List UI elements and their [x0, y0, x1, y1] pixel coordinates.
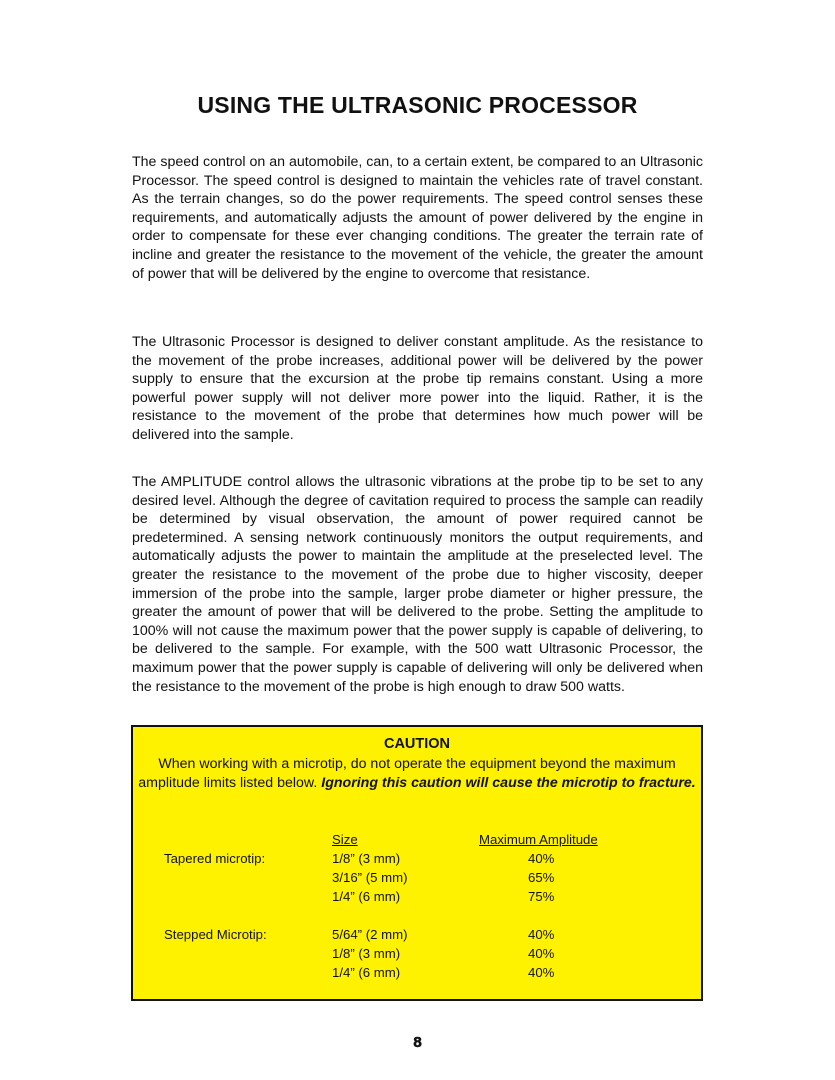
table-cell-amplitude: 40% — [528, 965, 555, 980]
table-cell-amplitude: 40% — [528, 946, 555, 961]
table-cell-size: 1/4” (6 mm) — [332, 965, 401, 980]
paragraph-speed-control: The speed control on an automobile, can, to a certain extent, be compared to an Ultrasonic Processor. The speed control is designed to maintain the vehicles rate of travel constant. As the terrain changes, so do the power requirements. The speed control senses these requirements, and automatically adjusts the amount of power delivered by the engine in order to compensate for these ever changing conditions. The greater the terrain rate of incline and greater the resistance to the movement of the vehicle, the greater the amount of power that will be delivered by the engine to overcome that resistance. — [132, 154, 703, 282]
caution-box — [131, 725, 703, 1001]
table-cell-size: 1/4” (6 mm) — [332, 889, 401, 904]
page-number-value: 8 — [413, 1034, 422, 1051]
page-number — [0, 1034, 835, 1051]
table-cell-amplitude: 40% — [528, 927, 555, 942]
amplitude-limits-table — [133, 727, 701, 999]
page-title: USING THE ULTRASONIC PROCESSOR — [197, 92, 638, 118]
size-column-header: Size — [332, 832, 358, 847]
paragraph-amplitude-control: The AMPLITUDE control allows the ultrasonic vibrations at the probe tip to be set to any desired level. Although the degree of cavitation required to process the sample can readily be determined by visual observation, the amount of power required cannot be predetermined. A sensing network continuously monitors the output requirements, and automatically adjusts the power to maintain the amplitude at the preselected level. The greater the resistance to the movement of the probe due to higher viscosity, deeper immersion of the probe into the sample, larger probe diameter or higher pressure, the greater the amount of power that will be delivered to the probe. Setting the amplitude to 100% will not cause the maximum power that the power supply is capable of delivering, to be delivered to the sample. For example, with the 500 watt Ultrasonic Processor, the maximum power that the power supply is capable of delivering will only be delivered when the resistance to the movement of the probe is high enough to draw 500 watts. — [132, 474, 703, 695]
caution-title: CAUTION — [383, 736, 451, 752]
table-cell-size: 1/8” (3 mm) — [332, 851, 401, 866]
caution-emphasis-text: Ignoring this caution will cause the microtip to fracture. — [321, 775, 696, 791]
table-cell-amplitude: 65% — [528, 870, 555, 885]
table-cell-size: 5/64” (2 mm) — [332, 927, 408, 942]
table-cell-size: 1/8” (3 mm) — [332, 946, 401, 961]
caution-warning-text: When working with a microtip, do not operate the equipment beyond the maximum amplitude limits listed below. — [138, 756, 676, 791]
table-cell-amplitude: 75% — [528, 889, 555, 904]
paragraph-constant-amplitude: The Ultrasonic Processor is designed to deliver constant amplitude. As the resistance to the movement of the probe increases, additional power will be delivered by the power supply to ensure that the excursion at the probe tip remains constant. Using a more powerful power supply will not deliver more power into the liquid. Rather, it is the resistance to the movement of the probe that determines how much power will be delivered into the sample. — [132, 334, 703, 443]
table-cell-size: 3/16” (5 mm) — [332, 870, 408, 885]
table-cell-amplitude: 40% — [528, 851, 555, 866]
group-label-stepped: Stepped Microtip: — [164, 927, 267, 942]
group-label-tapered: Tapered microtip: — [164, 851, 266, 866]
max-amplitude-column-header: Maximum Amplitude — [479, 832, 598, 847]
